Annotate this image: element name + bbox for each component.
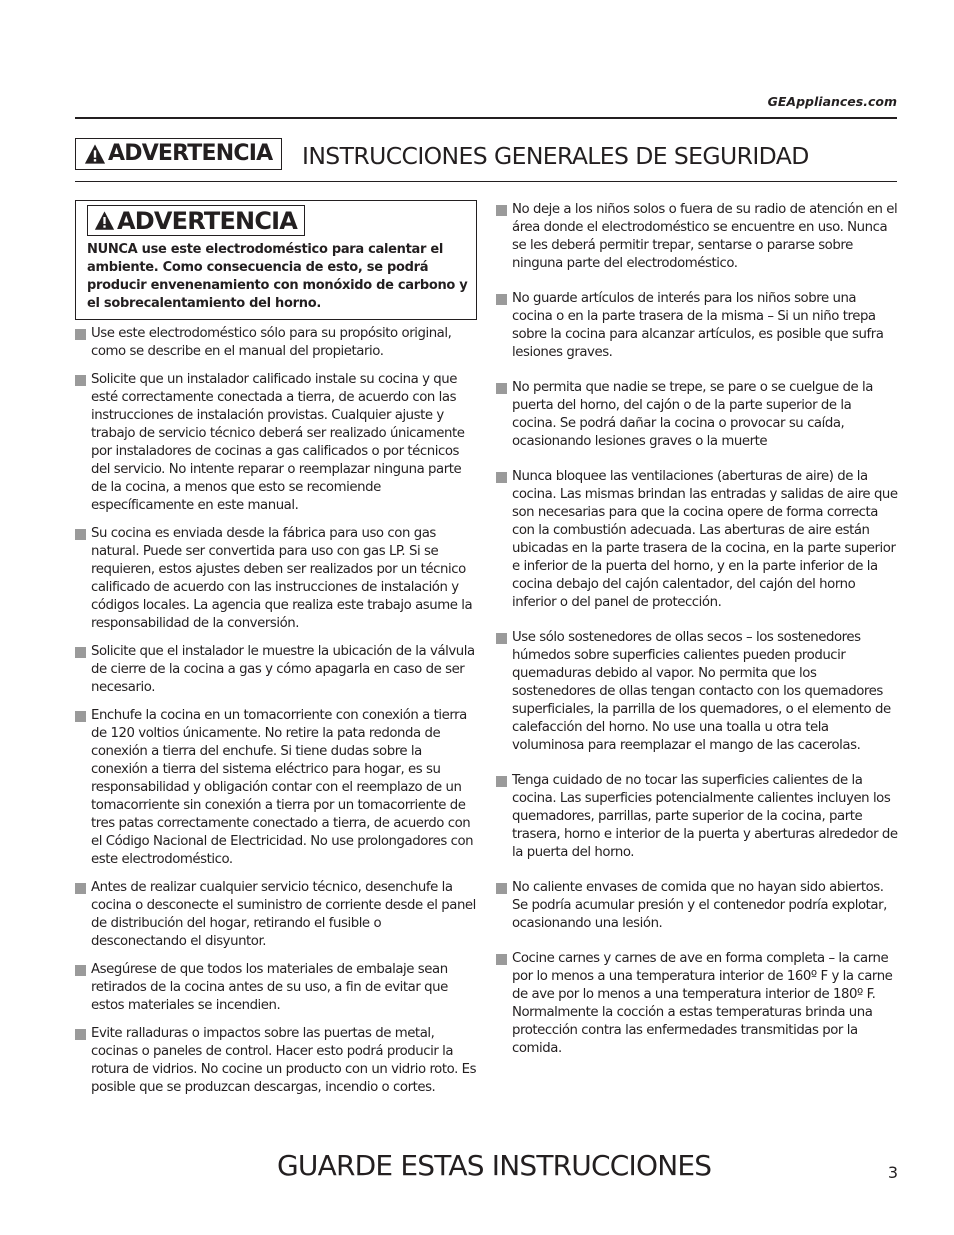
list-item-text: Use sólo sostenedores de ollas secos – los sostenedores húmedos sobre superficies calientes pueden producir quemaduras debido al vapor. No permita que los sostenedores de ollas tengan contacto con los quemadores superficiales, la parrilla de los quemadores, o el elemento de calefacción del horno. No use una toalla u otra tela voluminosa para reemplazar el mango de las cacerolas. — [512, 630, 891, 753]
list-item-text: Evite ralladuras o impactos sobre las puertas de metal, cocinas o paneles de control. Hacer esto podrá producir la rotura de vidrios. No cocine un producto con un vidrio roto. Es posible que se produzcan descargas, incendio o cortes. — [91, 1026, 477, 1095]
list-item — [496, 379, 898, 451]
section-title: INSTRUCCIONES GENERALES DE SEGURIDAD — [302, 142, 809, 170]
list-item — [75, 961, 477, 1015]
warning-triangle-icon — [94, 210, 115, 231]
square-bullet-icon — [75, 529, 86, 540]
panel-warning-label: ADVERTENCIA — [117, 206, 298, 235]
list-item — [75, 371, 477, 515]
list-item — [496, 468, 898, 612]
list-item-text: Solicite que el instalador le muestre la ubicación de la válvula de cierre de la cocina a gas y cómo apagarla en caso de ser necesario. — [91, 644, 475, 695]
square-bullet-icon — [75, 711, 86, 722]
square-bullet-icon — [496, 205, 507, 216]
list-item-text: Nunca bloquee las ventilaciones (aberturas de aire) de la cocina. Las mismas brindan las entradas y salidas de aire que son necesarias para que la cocina opere de forma correcta con la combustión adecuada. Las aberturas de aire están ubicadas en la parte trasera de la cocina, en la parte superior e inferior de la puerta del horno, y en la parte inferior de la cocina debajo del cajón calentador, del cajón del horno inferior o del panel de protección. — [512, 469, 898, 610]
list-item-text: Cocine carnes y carnes de ave en forma completa – la carne por lo menos a una temperatura interior de 160º F y la carne de ave por lo menos a una temperatura interior de 180º F. Normalmente la cocción a estas temperaturas brinda una protección contra las enfermedades transmitidas por la comida. — [512, 951, 893, 1056]
list-item — [75, 325, 477, 361]
square-bullet-icon — [496, 883, 507, 894]
square-bullet-icon — [75, 375, 86, 386]
panel-warning-box — [87, 205, 305, 236]
square-bullet-icon — [496, 633, 507, 644]
list-item — [75, 879, 477, 951]
list-item — [496, 879, 898, 933]
right-column — [496, 201, 898, 1075]
page-number: 3 — [887, 1163, 898, 1182]
list-item-text: Su cocina es enviada desde la fábrica para uso con gas natural. Puede ser convertida para uso con gas LP. Si se requieren, estos ajustes deben ser realizados por un técnico calificado de acuerdo con las instrucciones de instalación y códigos locales. La agencia que realiza este trabajo asume la responsabilidad de la conversión. — [91, 526, 473, 631]
list-item-text: Enchufe la cocina en un tomacorriente con conexión a tierra de 120 voltios únicamente. No retire la pata redonda de conexión a tierra del enchufe. Si tiene dudas sobre la conexión a tierra del sistema eléctrico para hogar, es su responsabilidad y obligación contar con el reemplazo de un tomacorriente sin conexión a tierra por un tomacorriente de tres patas correctamente conectado a tierra, de acuerdo con el Código Nacional de Electricidad. No use prolongadores con este electrodoméstico. — [91, 708, 474, 867]
list-item-text: No deje a los niños solos o fuera de su radio de atención en el área donde el electrodoméstico se encuentre en uso. Nunca se les deberá permitir trepar, sentarse o pararse sobre ninguna parte del electrodoméstico. — [512, 202, 898, 271]
list-item-text: No permita que nadie se trepe, se pare o se cuelgue de la puerta del horno, del cajón o de la parte superior de la cocina. Se podrá dañar la cocina o provocar su caída, ocasionando lesiones graves o la muerte — [512, 380, 873, 449]
square-bullet-icon — [496, 472, 507, 483]
square-bullet-icon — [496, 954, 507, 965]
section-header — [75, 138, 897, 176]
warning-triangle-icon — [84, 143, 106, 165]
list-item-text: Antes de realizar cualquier servicio técnico, desenchufe la cocina o desconecte el suministro de corriente desde el panel de distribución del hogar, retirando el fusible o desconectando el disyuntor. — [91, 880, 476, 949]
left-column — [75, 200, 477, 1107]
list-item — [496, 772, 898, 862]
square-bullet-icon — [75, 1029, 86, 1040]
list-item — [496, 290, 898, 362]
list-item — [496, 950, 898, 1058]
footer-title: GUARDE ESTAS INSTRUCCIONES — [277, 1149, 712, 1182]
list-item-text: Asegúrese de que todos los materiales de embalaje sean retirados de la cocina antes de su uso, a fin de evitar que estos materiales se incendien. — [91, 962, 448, 1013]
list-item — [496, 629, 898, 755]
header-warning-label: ADVERTENCIA — [108, 141, 273, 166]
list-item — [496, 201, 898, 273]
site-url: GEAppliances.com — [767, 94, 897, 109]
square-bullet-icon — [75, 329, 86, 340]
square-bullet-icon — [496, 294, 507, 305]
square-bullet-icon — [75, 965, 86, 976]
panel-warning-text: NUNCA use este electrodoméstico para calentar el ambiente. Como consecuencia de esto, se podrá producir envenenamiento con monóxido de carbono y el sobrecalentamiento del horno. — [87, 242, 468, 311]
header-rule — [75, 181, 897, 182]
list-item-text: No caliente envases de comida que no hayan sido abiertos. Se podría acumular presión y el contenedor podría explotar, ocasionando una lesión. — [512, 880, 887, 931]
list-item-text: Solicite que un instalador calificado instale su cocina y que esté correctamente conectada a tierra, de acuerdo con las instrucciones de instalación provistas. Cualquier ajuste y trabajo de servicio técnico deberá ser realizado únicamente por instaladores de cocinas a gas calificados o por técnicos del servicio. No intente reparar o reemplazar ninguna parte de la cocina, a menos que esto se recomiende específicamente en este manual. — [91, 372, 465, 513]
square-bullet-icon — [496, 776, 507, 787]
header-warning-box — [75, 138, 282, 170]
list-item — [75, 643, 477, 697]
square-bullet-icon — [75, 647, 86, 658]
list-item — [75, 707, 477, 869]
top-rule — [75, 117, 897, 119]
list-item-text: Tenga cuidado de no tocar las superficies calientes de la cocina. Las superficies potencialmente calientes incluyen los quemadores, parrillas, parte superior de la cocina, parte trasera, horno e interior de la puerta y aberturas alrededor de la puerta del horno. — [512, 773, 898, 860]
list-item-text: No guarde artículos de interés para los niños sobre una cocina o en la parte trasera de la misma – Si un niño trepa sobre la cocina para alcanzar artículos, es posible que sufra lesiones graves. — [512, 291, 884, 360]
list-item-text: Use este electrodoméstico sólo para su propósito original, como se describe en el manual del propietario. — [91, 326, 452, 359]
square-bullet-icon — [496, 383, 507, 394]
warning-panel — [75, 200, 477, 320]
list-item — [75, 525, 477, 633]
square-bullet-icon — [75, 883, 86, 894]
list-item — [75, 1025, 477, 1097]
